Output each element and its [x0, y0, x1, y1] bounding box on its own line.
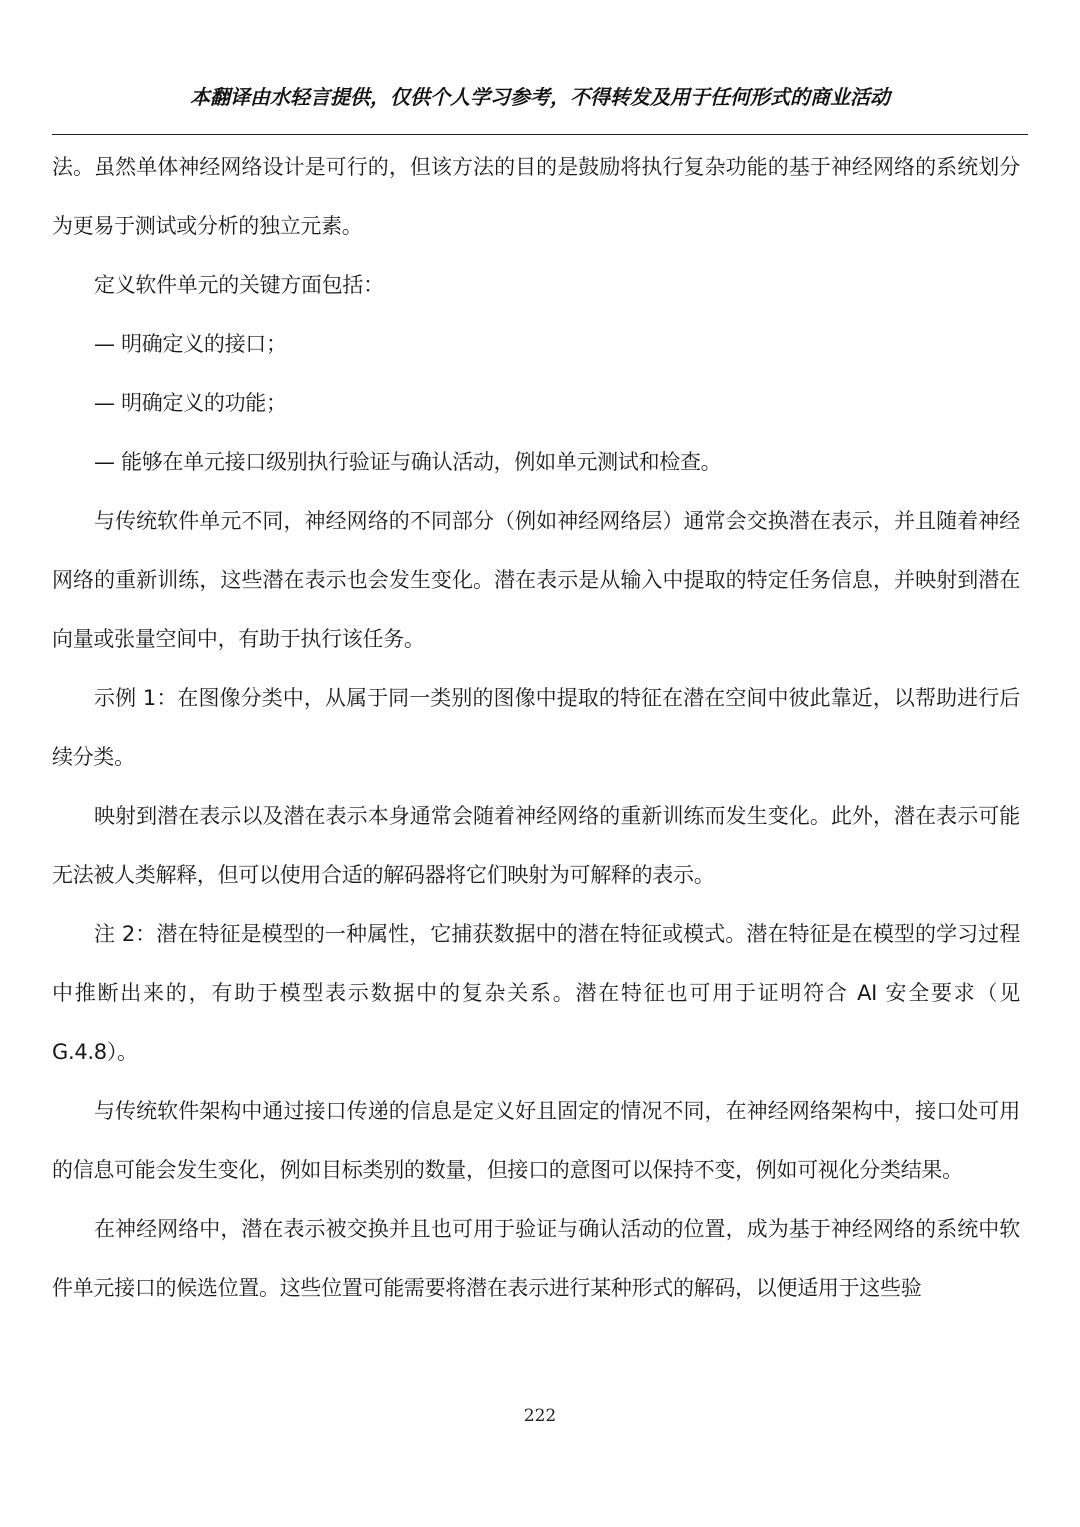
note-2: 注 2：潜在特征是模型的一种属性，它捕获数据中的潜在特征或模式。潜在特征是在模型的学习过程中推断出来的，有助于模型表示数据中的复杂关系。潜在特征也可用于证明符合 AI 安全要求（见 G.4.8）。 — [52, 922, 1020, 1064]
copyright-notice: 本翻译由水轻言提供，仅供个人学习参考，不得转发及用于任何形式的商业活动 — [190, 85, 890, 109]
paragraph-interface-candidates: 在神经网络中，潜在表示被交换并且也可用于验证与确认活动的位置，成为基于神经网络的系统中软件单元接口的候选位置。这些位置可能需要将潜在表示进行某种形式的解码，以便适用于这些验 — [52, 1217, 1020, 1300]
paragraph-latent-representations: 与传统软件单元不同，神经网络的不同部分（例如神经网络层）通常会交换潜在表示，并且随着神经网络的重新训练，这些潜在表示也会发生变化。潜在表示是从输入中提取的特定任务信息，并映射到潜在向量或张量空间中，有助于执行该任务。 — [52, 509, 1020, 651]
paragraph-continuation: 法。虽然单体神经网络设计是可行的，但该方法的目的是鼓励将执行复杂功能的基于神经网络的系统划分为更易于测试或分析的独立元素。 — [52, 155, 1020, 238]
paragraph-mapping-changes: 映射到潜在表示以及潜在表示本身通常会随着神经网络的重新训练而发生变化。此外，潜在表示可能无法被人类解释，但可以使用合适的解码器将它们映射为可解释的表示。 — [52, 804, 1020, 887]
header-divider — [52, 134, 1028, 135]
example-1: 示例 1：在图像分类中，从属于同一类别的图像中提取的特征在潜在空间中彼此靠近，以帮助进行后续分类。 — [52, 686, 1020, 769]
page-number: 222 — [523, 1406, 557, 1426]
paragraph-key-aspects-intro: 定义软件单元的关键方面包括： — [94, 273, 384, 297]
list-item-vv-activities: — 能够在单元接口级别执行验证与确认活动，例如单元测试和检查。 — [94, 450, 722, 474]
list-item-function: — 明确定义的功能； — [94, 391, 287, 415]
list-item-interface: — 明确定义的接口； — [94, 332, 287, 356]
paragraph-interface-information: 与传统软件架构中通过接口传递的信息是定义好且固定的情况不同，在神经网络架构中，接口处可用的信息可能会发生变化，例如目标类别的数量，但接口的意图可以保持不变，例如可视化分类结果。 — [52, 1099, 1020, 1182]
document-body — [52, 138, 1020, 1318]
